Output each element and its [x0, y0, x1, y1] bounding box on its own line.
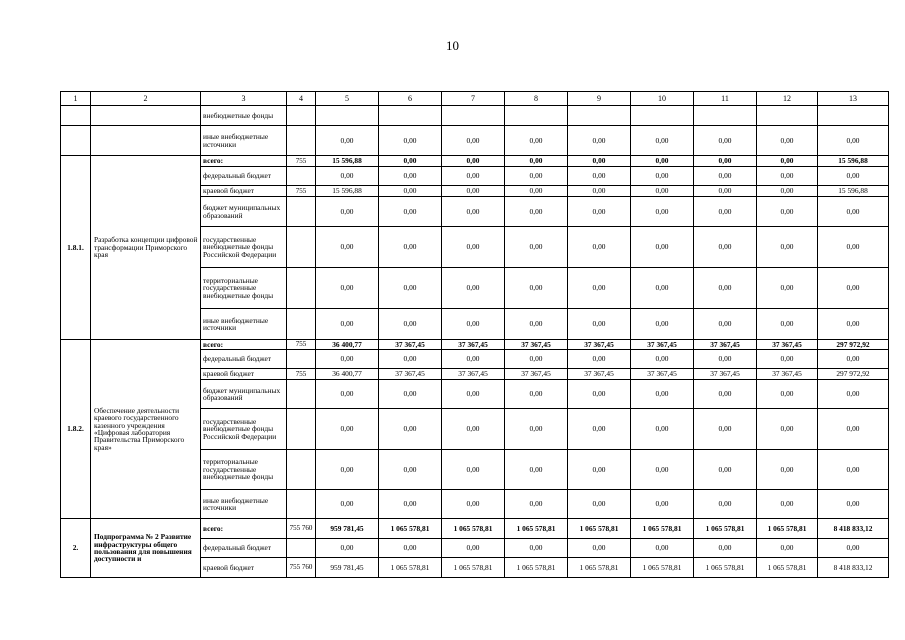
row-number-cell: 2.	[61, 519, 91, 578]
header-cell: 5	[316, 92, 379, 106]
value-cell: 959 781,45	[316, 558, 379, 578]
value-cell: 0,00	[757, 490, 818, 519]
value-cell: 0,00	[379, 126, 442, 156]
value-cell: 37 367,45	[568, 340, 631, 350]
value-cell: 0,00	[757, 227, 818, 268]
value-cell: 0,00	[818, 167, 889, 186]
code-cell: 755 760	[287, 558, 316, 578]
value-cell: 0,00	[631, 380, 694, 409]
value-cell: 0,00	[757, 309, 818, 340]
code-cell	[287, 409, 316, 450]
value-cell	[505, 106, 568, 126]
value-cell: 1 065 578,81	[757, 558, 818, 578]
value-cell: 0,00	[631, 350, 694, 369]
value-cell: 959 781,45	[316, 519, 379, 539]
value-cell: 0,00	[379, 309, 442, 340]
code-cell	[287, 350, 316, 369]
source-cell: иные внебюджетные источники	[201, 490, 287, 519]
code-cell: 755	[287, 186, 316, 197]
code-cell	[287, 309, 316, 340]
header-cell: 3	[201, 92, 287, 106]
source-cell: иные внебюджетные источники	[201, 126, 287, 156]
row-number-cell: 1.8.2.	[61, 340, 91, 519]
source-cell: бюджет муниципальных образований	[201, 197, 287, 227]
value-cell: 37 367,45	[631, 340, 694, 350]
code-cell	[287, 268, 316, 309]
source-cell: краевой бюджет	[201, 558, 287, 578]
source-cell: иные внебюджетные источники	[201, 309, 287, 340]
value-cell: 0,00	[631, 539, 694, 558]
value-cell: 0,00	[568, 167, 631, 186]
code-cell	[287, 106, 316, 126]
source-cell: территориальные государственные внебюджетные фонды	[201, 268, 287, 309]
value-cell: 0,00	[694, 186, 757, 197]
value-cell: 0,00	[568, 380, 631, 409]
value-cell: 0,00	[631, 126, 694, 156]
value-cell: 37 367,45	[379, 340, 442, 350]
value-cell: 0,00	[694, 167, 757, 186]
value-cell: 0,00	[694, 126, 757, 156]
value-cell: 0,00	[818, 227, 889, 268]
value-cell: 0,00	[505, 409, 568, 450]
row-name-cell	[91, 126, 201, 156]
code-cell: 755	[287, 340, 316, 350]
value-cell: 0,00	[505, 186, 568, 197]
table-row	[61, 340, 889, 350]
value-cell: 1 065 578,81	[694, 519, 757, 539]
row-number-cell: 1.8.1.	[61, 156, 91, 340]
value-cell: 0,00	[757, 126, 818, 156]
header-cell: 10	[631, 92, 694, 106]
value-cell: 37 367,45	[505, 340, 568, 350]
value-cell: 0,00	[818, 450, 889, 490]
value-cell: 15 596,88	[316, 186, 379, 197]
value-cell	[631, 106, 694, 126]
source-cell: всего:	[201, 156, 287, 167]
code-cell: 755 760	[287, 519, 316, 539]
page-number: 10	[446, 38, 459, 53]
value-cell: 0,00	[379, 156, 442, 167]
value-cell: 0,00	[568, 126, 631, 156]
value-cell: 0,00	[568, 539, 631, 558]
value-cell: 1 065 578,81	[757, 519, 818, 539]
value-cell: 0,00	[694, 156, 757, 167]
value-cell	[379, 106, 442, 126]
code-cell	[287, 126, 316, 156]
value-cell: 0,00	[316, 380, 379, 409]
value-cell: 0,00	[442, 409, 505, 450]
value-cell: 0,00	[757, 450, 818, 490]
value-cell: 0,00	[818, 539, 889, 558]
value-cell: 0,00	[694, 490, 757, 519]
value-cell: 0,00	[505, 268, 568, 309]
value-cell: 0,00	[379, 350, 442, 369]
value-cell: 36 400,77	[316, 340, 379, 350]
source-cell: федеральный бюджет	[201, 167, 287, 186]
value-cell: 0,00	[442, 186, 505, 197]
table-row	[61, 156, 889, 167]
value-cell: 0,00	[568, 490, 631, 519]
value-cell: 0,00	[379, 450, 442, 490]
value-cell: 0,00	[505, 167, 568, 186]
code-cell	[287, 490, 316, 519]
value-cell: 0,00	[316, 539, 379, 558]
value-cell: 0,00	[694, 350, 757, 369]
value-cell: 37 367,45	[757, 369, 818, 380]
code-cell: 755	[287, 369, 316, 380]
value-cell: 0,00	[568, 450, 631, 490]
value-cell: 0,00	[818, 350, 889, 369]
value-cell: 15 596,88	[316, 156, 379, 167]
value-cell: 0,00	[694, 268, 757, 309]
value-cell: 0,00	[757, 156, 818, 167]
value-cell: 0,00	[818, 380, 889, 409]
value-cell: 0,00	[505, 450, 568, 490]
value-cell: 0,00	[757, 539, 818, 558]
table-row	[61, 106, 889, 126]
value-cell: 8 418 833,12	[818, 519, 889, 539]
value-cell: 0,00	[505, 380, 568, 409]
value-cell: 0,00	[631, 227, 694, 268]
value-cell: 1 065 578,81	[631, 519, 694, 539]
value-cell: 0,00	[316, 350, 379, 369]
value-cell: 0,00	[818, 126, 889, 156]
value-cell: 37 367,45	[694, 369, 757, 380]
value-cell: 0,00	[316, 227, 379, 268]
value-cell: 0,00	[505, 156, 568, 167]
value-cell: 0,00	[505, 490, 568, 519]
source-cell: федеральный бюджет	[201, 350, 287, 369]
value-cell: 0,00	[505, 350, 568, 369]
code-cell: 755	[287, 156, 316, 167]
value-cell: 0,00	[694, 539, 757, 558]
source-cell: внебюджетные фонды	[201, 106, 287, 126]
value-cell: 1 065 578,81	[442, 519, 505, 539]
value-cell: 0,00	[757, 350, 818, 369]
header-cell: 1	[61, 92, 91, 106]
value-cell	[442, 106, 505, 126]
value-cell: 0,00	[757, 380, 818, 409]
value-cell: 0,00	[442, 490, 505, 519]
value-cell: 0,00	[442, 309, 505, 340]
value-cell: 0,00	[379, 167, 442, 186]
value-cell	[316, 106, 379, 126]
value-cell: 0,00	[757, 409, 818, 450]
value-cell: 0,00	[631, 450, 694, 490]
row-name-cell: Разработка концепции цифровой трансформации Приморского края	[91, 156, 201, 340]
value-cell: 0,00	[442, 380, 505, 409]
header-cell: 8	[505, 92, 568, 106]
value-cell: 0,00	[442, 539, 505, 558]
source-cell: бюджет муниципальных образований	[201, 380, 287, 409]
value-cell: 0,00	[379, 380, 442, 409]
header-cell: 6	[379, 92, 442, 106]
value-cell: 37 367,45	[379, 369, 442, 380]
header-cell: 9	[568, 92, 631, 106]
source-cell: краевой бюджет	[201, 186, 287, 197]
row-name-cell	[91, 106, 201, 126]
value-cell: 0,00	[818, 268, 889, 309]
value-cell: 0,00	[757, 197, 818, 227]
value-cell: 0,00	[631, 409, 694, 450]
value-cell: 0,00	[505, 126, 568, 156]
source-cell: государственные внебюджетные фонды Российской Федерации	[201, 409, 287, 450]
value-cell: 0,00	[818, 409, 889, 450]
value-cell: 37 367,45	[442, 369, 505, 380]
value-cell: 15 596,88	[818, 186, 889, 197]
value-cell: 0,00	[379, 409, 442, 450]
value-cell: 0,00	[379, 490, 442, 519]
code-cell	[287, 167, 316, 186]
value-cell: 37 367,45	[631, 369, 694, 380]
value-cell: 0,00	[694, 450, 757, 490]
value-cell: 0,00	[442, 227, 505, 268]
value-cell: 1 065 578,81	[505, 519, 568, 539]
value-cell: 0,00	[818, 197, 889, 227]
value-cell: 0,00	[818, 490, 889, 519]
value-cell: 1 065 578,81	[442, 558, 505, 578]
header-cell: 2	[91, 92, 201, 106]
value-cell: 0,00	[694, 380, 757, 409]
value-cell: 0,00	[631, 490, 694, 519]
code-cell	[287, 197, 316, 227]
value-cell: 0,00	[818, 309, 889, 340]
value-cell: 1 065 578,81	[379, 519, 442, 539]
row-number-cell	[61, 126, 91, 156]
value-cell: 0,00	[505, 309, 568, 340]
source-cell: федеральный бюджет	[201, 539, 287, 558]
value-cell	[818, 106, 889, 126]
value-cell: 0,00	[442, 197, 505, 227]
header-cell: 13	[818, 92, 889, 106]
value-cell: 15 596,88	[818, 156, 889, 167]
value-cell: 0,00	[442, 268, 505, 309]
value-cell: 0,00	[316, 197, 379, 227]
value-cell: 0,00	[568, 156, 631, 167]
source-cell: территориальные государственные внебюджетные фонды	[201, 450, 287, 490]
value-cell: 0,00	[694, 197, 757, 227]
value-cell	[694, 106, 757, 126]
table-row	[61, 126, 889, 156]
value-cell: 0,00	[568, 268, 631, 309]
value-cell: 1 065 578,81	[631, 558, 694, 578]
value-cell: 0,00	[379, 227, 442, 268]
value-cell: 0,00	[757, 268, 818, 309]
source-cell: государственные внебюджетные фонды Российской Федерации	[201, 227, 287, 268]
value-cell: 37 367,45	[568, 369, 631, 380]
value-cell: 0,00	[316, 409, 379, 450]
row-name-cell: Обеспечение деятельности краевого государственного казенного учреждения «Цифровая лаборатория Правительства Приморского края»	[91, 340, 201, 519]
value-cell: 0,00	[631, 186, 694, 197]
value-cell: 0,00	[631, 156, 694, 167]
code-cell	[287, 539, 316, 558]
value-cell: 0,00	[694, 309, 757, 340]
value-cell: 0,00	[316, 309, 379, 340]
value-cell: 0,00	[568, 309, 631, 340]
code-cell	[287, 450, 316, 490]
code-cell	[287, 380, 316, 409]
value-cell: 1 065 578,81	[568, 558, 631, 578]
value-cell: 1 065 578,81	[379, 558, 442, 578]
value-cell	[568, 106, 631, 126]
row-number-cell	[61, 106, 91, 126]
value-cell: 0,00	[316, 126, 379, 156]
value-cell: 1 065 578,81	[694, 558, 757, 578]
value-cell: 1 065 578,81	[505, 558, 568, 578]
source-cell: всего:	[201, 519, 287, 539]
value-cell: 0,00	[379, 268, 442, 309]
value-cell: 297 972,92	[818, 369, 889, 380]
value-cell: 0,00	[316, 450, 379, 490]
value-cell: 0,00	[631, 309, 694, 340]
budget-table	[60, 91, 889, 578]
value-cell: 0,00	[316, 490, 379, 519]
value-cell: 0,00	[757, 186, 818, 197]
value-cell: 0,00	[505, 539, 568, 558]
value-cell: 0,00	[505, 227, 568, 268]
value-cell: 0,00	[568, 227, 631, 268]
value-cell: 8 418 833,12	[818, 558, 889, 578]
header-cell: 12	[757, 92, 818, 106]
value-cell: 0,00	[757, 167, 818, 186]
value-cell: 0,00	[442, 450, 505, 490]
value-cell: 37 367,45	[442, 340, 505, 350]
value-cell: 0,00	[694, 409, 757, 450]
row-name-cell: Подпрограмма № 2 Развитие инфраструктуры общего пользования для повышения доступности и	[91, 519, 201, 578]
value-cell: 36 400,77	[316, 369, 379, 380]
value-cell: 0,00	[631, 167, 694, 186]
value-cell: 37 367,45	[694, 340, 757, 350]
value-cell: 37 367,45	[757, 340, 818, 350]
value-cell: 297 972,92	[818, 340, 889, 350]
value-cell: 0,00	[631, 197, 694, 227]
source-cell: краевой бюджет	[201, 369, 287, 380]
header-cell: 7	[442, 92, 505, 106]
value-cell: 0,00	[442, 156, 505, 167]
header-cell: 11	[694, 92, 757, 106]
value-cell: 0,00	[631, 268, 694, 309]
header-row	[61, 92, 889, 106]
value-cell: 37 367,45	[505, 369, 568, 380]
value-cell: 0,00	[379, 539, 442, 558]
value-cell: 0,00	[568, 409, 631, 450]
value-cell: 0,00	[442, 350, 505, 369]
table-row	[61, 519, 889, 539]
header-cell: 4	[287, 92, 316, 106]
value-cell: 0,00	[379, 186, 442, 197]
value-cell: 0,00	[316, 167, 379, 186]
value-cell	[757, 106, 818, 126]
value-cell: 0,00	[442, 167, 505, 186]
value-cell: 0,00	[442, 126, 505, 156]
source-cell: всего:	[201, 340, 287, 350]
value-cell: 0,00	[568, 186, 631, 197]
value-cell: 0,00	[316, 268, 379, 309]
value-cell: 0,00	[505, 197, 568, 227]
value-cell: 0,00	[568, 350, 631, 369]
value-cell: 1 065 578,81	[568, 519, 631, 539]
value-cell: 0,00	[568, 197, 631, 227]
value-cell: 0,00	[694, 227, 757, 268]
value-cell: 0,00	[379, 197, 442, 227]
code-cell	[287, 227, 316, 268]
